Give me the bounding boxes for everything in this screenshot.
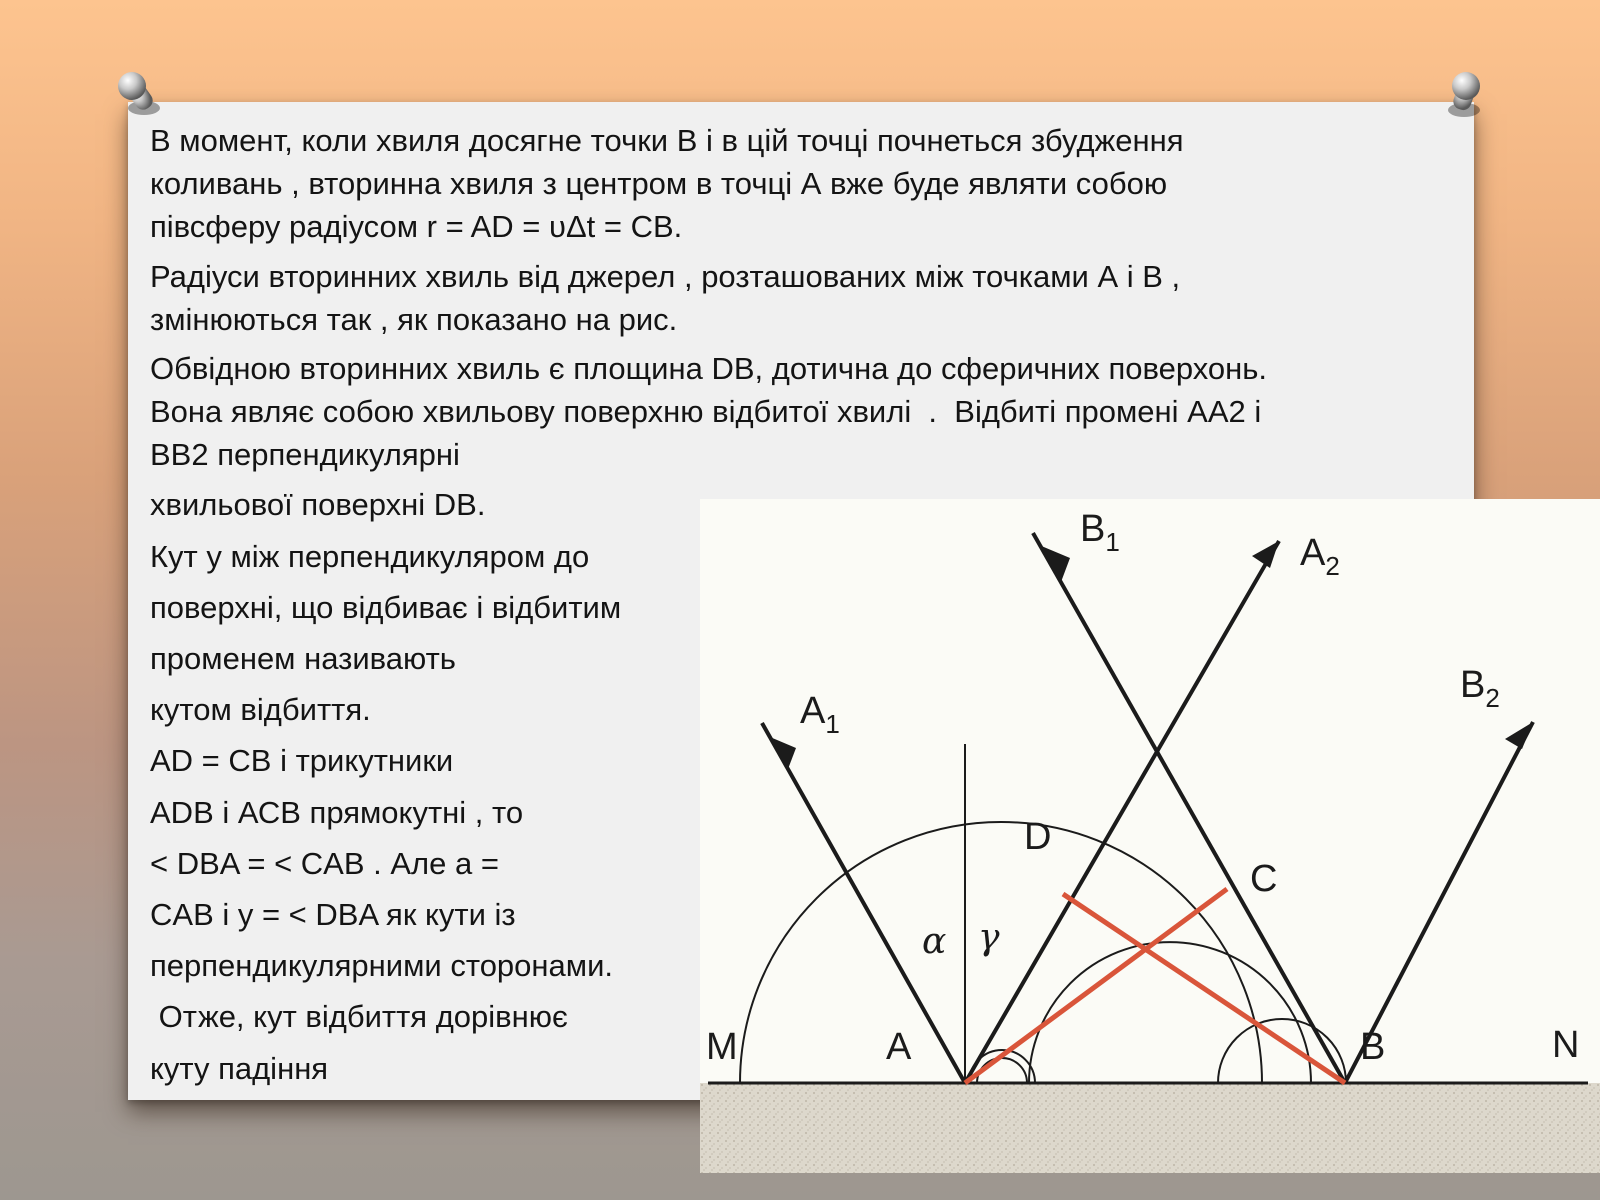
text-line: куту падіння xyxy=(150,1051,329,1086)
label-gamma: γ xyxy=(978,917,1000,958)
label-N: N xyxy=(1552,1024,1580,1066)
text-line: AD = CB і трикутники xyxy=(150,743,454,778)
text-line: перпендикулярними сторонами. xyxy=(150,948,614,983)
paragraph-envelope: Обвідною вторинних хвиль є площина DB, дотична до сферичних поверхонь. Вона являє собою хвильову поверхню відбитої хвилі . Відбиті промені АА2 і BB2 перпендикулярні xyxy=(150,351,1268,472)
text-line: хвильової поверхні DB. xyxy=(150,487,486,522)
text-line: кутом відбиття. xyxy=(150,692,371,727)
text-line: < DBA = < CAB . Але a = xyxy=(150,846,499,881)
secondary-wave-large xyxy=(740,822,1262,1083)
label-B1: $B_1$ xyxy=(1080,508,1120,557)
label-alpha: α xyxy=(922,921,947,962)
text-line: променем називають xyxy=(150,641,456,676)
label-B2: $B_2$ xyxy=(1460,664,1500,713)
reflecting-surface xyxy=(700,1083,1600,1173)
arrow-A2-icon xyxy=(1252,541,1279,568)
arrow-B2-icon xyxy=(1505,722,1533,749)
text-line: ADB і АСВ прямокутні , то xyxy=(150,795,524,830)
reflection-diagram-svg xyxy=(700,499,1600,1173)
left-pushpin-icon xyxy=(112,68,168,124)
reflected-ray-AA2 xyxy=(965,541,1279,1083)
label-D: D xyxy=(1024,816,1052,858)
text-line: поверхні, що відбиває і відбитим xyxy=(150,590,622,625)
text-line: Отже, кут відбиття дорівнює xyxy=(150,999,568,1034)
label-A: A xyxy=(886,1026,912,1068)
right-pushpin-icon xyxy=(1438,68,1494,124)
paragraph-radii: Радіуси вторинних хвиль від джерел , розташованих між точками А і В , змінюються так , як показано на рис. xyxy=(150,259,1181,337)
reflected-wavefront-DB xyxy=(1063,894,1345,1083)
label-M: M xyxy=(706,1026,738,1068)
reflection-diagram xyxy=(700,499,1600,1173)
label-B: B xyxy=(1360,1026,1386,1068)
text-line: CAB і y = < DBA як кути із xyxy=(150,897,516,932)
paragraph-intro: В момент, коли хвиля досягне точки B і в цій точці почнеться збудження коливань , вторинна хвиля з центром в точці А вже буде являти собою півсферу радіусом r = AD = υΔt = CB. xyxy=(150,123,1184,244)
label-A1: $A_1$ xyxy=(800,690,840,739)
label-C: C xyxy=(1250,858,1278,900)
text-line: Кут у між перпендикуляром до xyxy=(150,539,590,574)
label-A2: $A_2$ xyxy=(1300,532,1340,581)
arrow-B1-icon xyxy=(1039,545,1070,582)
incident-ray-A1A xyxy=(762,723,965,1083)
